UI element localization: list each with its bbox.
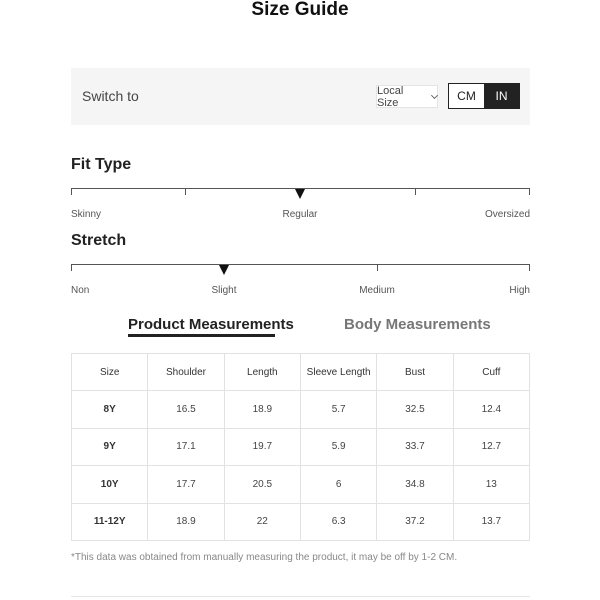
page-title: Size Guide [251,0,349,20]
fit-type-marker-icon [295,189,305,199]
stretch-label-non: Non [71,285,90,296]
table-cell: 13 [453,466,529,503]
stretch-label-high: High [509,285,530,296]
table-cell: 12.7 [453,428,529,465]
table-cell: 19.7 [224,428,300,465]
size-cell: 8Y [72,391,148,428]
table-header-row [72,354,530,391]
stretch-scale-line [71,264,530,265]
table-row [72,428,530,465]
fit-type-tick [185,188,186,195]
fit-type-label-regular: Regular [282,209,318,220]
stretch-marker-icon [219,265,229,275]
table-cell: 37.2 [377,503,453,540]
table-cell: 33.7 [377,428,453,465]
switch-to-label: Switch to [82,88,139,104]
measurement-note: *This data was obtained from manually measuring the product, it may be off by 1-2 CM. [71,552,458,563]
table-cell: 32.5 [377,391,453,428]
table-cell: 5.9 [300,428,376,465]
chevron-down-icon [431,91,438,98]
tab-body-measurements[interactable]: Body Measurements [344,316,491,333]
header-length: Length [224,354,300,391]
fit-type-tick [415,188,416,195]
unit-toggle [448,83,520,109]
measurements-table [71,353,530,541]
stretch-tick [529,264,530,271]
header-size: Size [72,354,148,391]
bottom-divider [71,596,530,597]
table-cell: 18.9 [148,503,224,540]
table-row [72,391,530,428]
stretch-labels [71,285,530,299]
unit-cm-button[interactable]: CM [449,84,484,108]
table-cell: 16.5 [148,391,224,428]
fit-type-labels [71,209,530,223]
table-cell: 17.1 [148,428,224,465]
header-sleeve-length: Sleeve Length [300,354,376,391]
stretch-heading: Stretch [71,232,127,249]
stretch-tick [377,264,378,271]
table-row [72,503,530,540]
fit-type-heading: Fit Type [71,156,132,173]
fit-type-label-oversized: Oversized [484,209,530,220]
header-shoulder: Shoulder [148,354,224,391]
table-cell: 22 [224,503,300,540]
active-tab-underline [128,334,275,337]
fit-type-tick [529,188,530,195]
table-cell: 6.3 [300,503,376,540]
header-cuff: Cuff [453,354,529,391]
table-cell: 17.7 [148,466,224,503]
table-cell: 12.4 [453,391,529,428]
local-size-dropdown[interactable] [376,85,438,108]
fit-type-label-skinny: Skinny [71,209,102,220]
table-cell: 18.9 [224,391,300,428]
fit-type-tick [71,188,72,195]
table-cell: 34.8 [377,466,453,503]
stretch-label-medium: Medium [359,285,395,296]
unit-in-button[interactable]: IN [484,84,519,108]
table-cell: 5.7 [300,391,376,428]
unit-switch-bar [71,68,530,125]
table-cell: 20.5 [224,466,300,503]
tab-product-measurements[interactable]: Product Measurements [128,316,294,333]
fit-type-scale [71,188,530,196]
stretch-label-slight: Slight [211,285,237,296]
size-cell: 10Y [72,466,148,503]
size-cell: 11-12Y [72,503,148,540]
table-cell: 6 [300,466,376,503]
local-size-label: Local Size [377,84,404,109]
stretch-tick [71,264,72,271]
stretch-scale [71,264,530,272]
size-cell: 9Y [72,428,148,465]
header-bust: Bust [377,354,453,391]
table-row [72,466,530,503]
table-cell: 13.7 [453,503,529,540]
